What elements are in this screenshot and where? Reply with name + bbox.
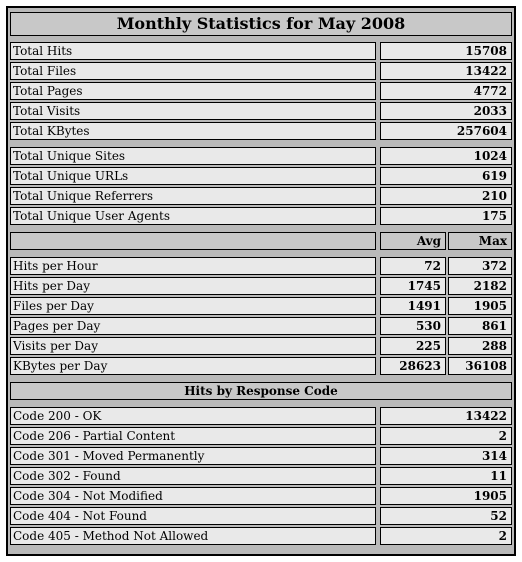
row-value: 52 <box>380 507 512 525</box>
row-label: Total Unique User Agents <box>10 207 376 225</box>
avg-value: 72 <box>380 257 446 275</box>
table-row <box>10 297 512 315</box>
table-row <box>10 337 512 355</box>
max-column-header: Max <box>448 232 512 250</box>
row-value: 175 <box>380 207 512 225</box>
row-label: Total Hits <box>10 42 376 60</box>
row-label: Total Files <box>10 62 376 80</box>
table-row <box>10 207 512 225</box>
row-value: 1905 <box>380 487 512 505</box>
max-value: 36108 <box>448 357 512 375</box>
response-code-header: Hits by Response Code <box>10 382 512 400</box>
row-label: Total KBytes <box>10 122 376 140</box>
row-label: Files per Day <box>10 297 376 315</box>
row-label: Code 304 - Not Modified <box>10 487 376 505</box>
max-value: 2182 <box>448 277 512 295</box>
table-row <box>10 527 512 545</box>
row-value: 2033 <box>380 102 512 120</box>
avg-value: 1745 <box>380 277 446 295</box>
row-label: Pages per Day <box>10 317 376 335</box>
row-value: 15708 <box>380 42 512 60</box>
row-value: 2 <box>380 427 512 445</box>
response-code-header-row <box>10 382 512 400</box>
max-value: 372 <box>448 257 512 275</box>
table-row <box>10 407 512 425</box>
table-row <box>10 427 512 445</box>
table-row <box>10 507 512 525</box>
max-value: 1905 <box>448 297 512 315</box>
avg-value: 530 <box>380 317 446 335</box>
table-row <box>10 82 512 100</box>
avg-value: 225 <box>380 337 446 355</box>
table-row <box>10 187 512 205</box>
row-value: 13422 <box>380 62 512 80</box>
row-value: 619 <box>380 167 512 185</box>
avg-max-header-row <box>10 232 512 250</box>
table-row <box>10 147 512 165</box>
row-value: 11 <box>380 467 512 485</box>
table-row <box>10 122 512 140</box>
row-label: Total Pages <box>10 82 376 100</box>
avg-value: 1491 <box>380 297 446 315</box>
row-value: 2 <box>380 527 512 545</box>
table-row <box>10 317 512 335</box>
table-row <box>10 167 512 185</box>
table-row <box>10 42 512 60</box>
row-label: Code 302 - Found <box>10 467 376 485</box>
monthly-statistics-table <box>6 6 516 556</box>
row-value: 210 <box>380 187 512 205</box>
table-row <box>10 467 512 485</box>
row-label: Total Unique Sites <box>10 147 376 165</box>
row-value: 1024 <box>380 147 512 165</box>
row-label: Code 200 - OK <box>10 407 376 425</box>
table-row <box>10 277 512 295</box>
row-value: 4772 <box>380 82 512 100</box>
table-row <box>10 357 512 375</box>
row-value: 314 <box>380 447 512 465</box>
table-row <box>10 102 512 120</box>
row-label: Total Visits <box>10 102 376 120</box>
row-value: 13422 <box>380 407 512 425</box>
row-label: Visits per Day <box>10 337 376 355</box>
row-value: 257604 <box>380 122 512 140</box>
avg-column-header: Avg <box>380 232 446 250</box>
table-row <box>10 62 512 80</box>
table-row <box>10 487 512 505</box>
row-label: Code 405 - Method Not Allowed <box>10 527 376 545</box>
avg-value: 28623 <box>380 357 446 375</box>
table-row <box>10 257 512 275</box>
row-label: Code 206 - Partial Content <box>10 427 376 445</box>
table-row <box>10 447 512 465</box>
row-label: Code 301 - Moved Permanently <box>10 447 376 465</box>
max-value: 288 <box>448 337 512 355</box>
row-label: Hits per Day <box>10 277 376 295</box>
header-spacer <box>10 232 376 250</box>
row-label: Hits per Hour <box>10 257 376 275</box>
row-label: Total Unique Referrers <box>10 187 376 205</box>
max-value: 861 <box>448 317 512 335</box>
row-label: Code 404 - Not Found <box>10 507 376 525</box>
row-label: KBytes per Day <box>10 357 376 375</box>
table-title: Monthly Statistics for May 2008 <box>10 12 512 36</box>
row-label: Total Unique URLs <box>10 167 376 185</box>
